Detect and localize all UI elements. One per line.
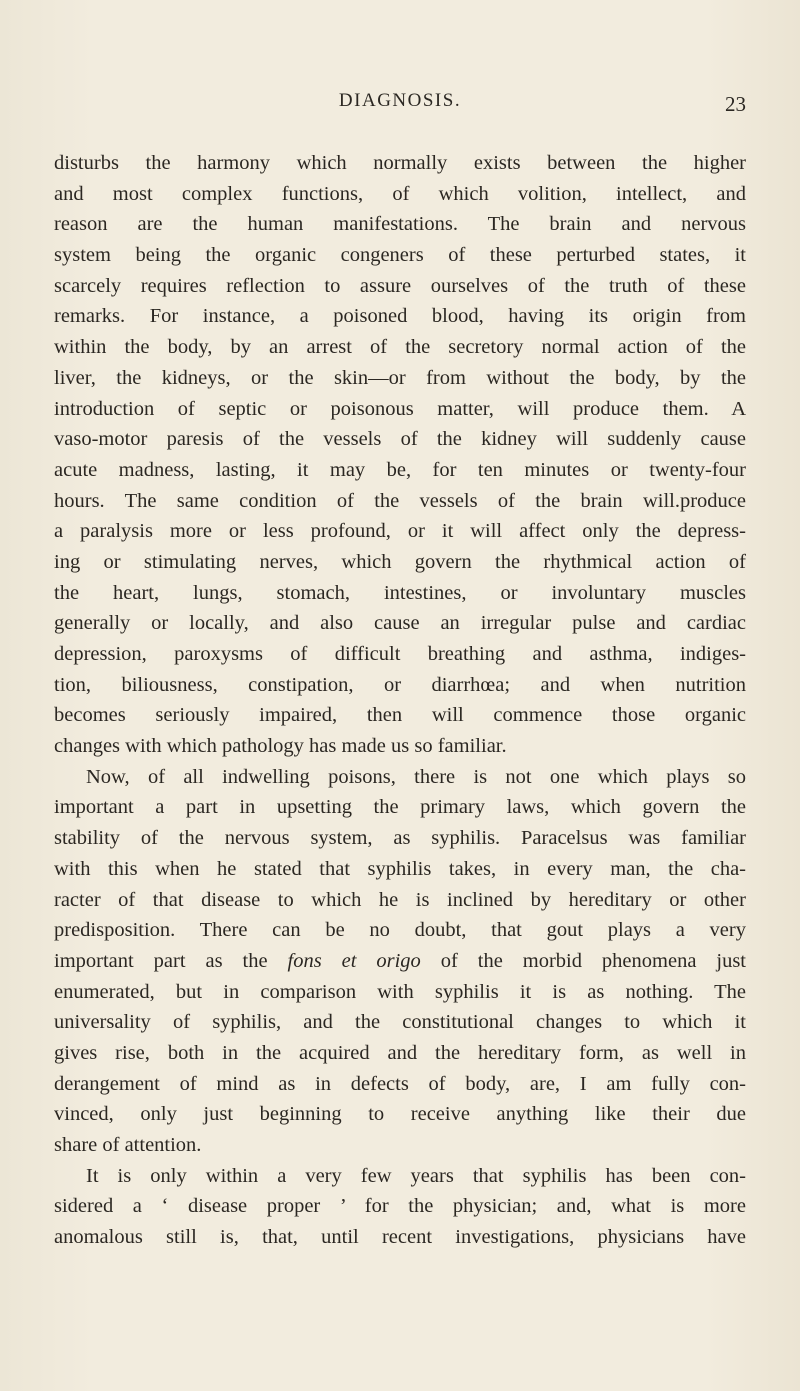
text-line: acute madness, lasting, it may be, for ten minutes or twenty-four — [54, 458, 746, 481]
text-line: the heart, lungs, stomach, intestines, or involuntary muscles — [54, 581, 746, 604]
text-line: liver, the kidneys, or the skin—or from without the body, by the — [54, 366, 746, 389]
running-title: DIAGNOSIS. — [338, 90, 462, 111]
text-line: remarks. For instance, a poisoned blood, having its origin from — [54, 305, 746, 328]
page-number: 23 — [725, 92, 746, 116]
text-line: within the body, by an arrest of the secretory normal action of the — [54, 336, 746, 359]
text-line: important a part in upsetting the primary laws, which govern the — [54, 796, 746, 819]
text-line: changes with which pathology has made us so familiar. — [54, 735, 507, 758]
text-line: and most complex functions, of which volition, intellect, and — [54, 182, 746, 205]
text-line: sidered a ‘ disease proper ’ for the physician; and, what is more — [54, 1195, 746, 1218]
text-line: introduction of septic or poisonous matter, will produce them. A — [54, 397, 746, 420]
text-line: tion, biliousness, constipation, or diarrhœa; and when nutrition — [54, 673, 746, 696]
text-line: scarcely requires reflection to assure ourselves of the truth of these — [54, 274, 746, 297]
italic-line-before: important part as the — [54, 949, 288, 972]
text-line: Now, of all indwelling poisons, there is not one which plays so — [86, 765, 746, 788]
text-line-with-italic — [54, 946, 746, 977]
text-line: predisposition. There can be no doubt, that gout plays a very — [54, 919, 746, 942]
text-line: gives rise, both in the acquired and the hereditary form, as well in — [54, 1041, 746, 1064]
italic-line-after: of the morbid phenomena just — [420, 949, 746, 972]
page-header — [54, 90, 746, 124]
text-line: generally or locally, and also cause an irregular pulse and cardiac — [54, 612, 746, 635]
text-line: ing or stimulating nerves, which govern the rhythmical action of — [54, 550, 746, 573]
text-line: disturbs the harmony which normally exists between the higher — [54, 152, 746, 174]
text-line: vinced, only just beginning to receive anything like their due — [54, 1103, 746, 1126]
text-line: It is only within a very few years that syphilis has been con- — [86, 1164, 746, 1187]
text-line: anomalous still is, that, until recent investigations, physicians have — [54, 1226, 746, 1249]
text-line: reason are the human manifestations. The brain and nervous — [54, 213, 746, 236]
text-line: universality of syphilis, and the constitutional changes to which it — [54, 1011, 746, 1034]
text-line: depression, paroxysms of difficult breathing and asthma, indiges- — [54, 643, 746, 665]
text-line: vaso-motor paresis of the vessels of the kidney will suddenly cause — [54, 428, 746, 451]
body-text — [54, 148, 746, 1253]
text-line: enumerated, but in comparison with syphilis it is as nothing. The — [54, 980, 746, 1003]
text-line: becomes seriously impaired, then will commence those organic — [54, 704, 746, 727]
text-line: a paralysis more or less profound, or it will affect only the depress- — [54, 520, 746, 543]
text-line: stability of the nervous system, as syphilis. Paracelsus was familiar — [54, 827, 746, 850]
italic-phrase: fons et origo — [287, 949, 421, 972]
text-line: derangement of mind as in defects of body, are, I am fully con- — [54, 1072, 746, 1095]
text-line: racter of that disease to which he is inclined by hereditary or other — [54, 888, 746, 911]
text-line: with this when he stated that syphilis takes, in every man, the cha- — [54, 857, 746, 880]
text-line: hours. The same condition of the vessels of the brain will.produce — [54, 489, 746, 512]
text-line: system being the organic congeners of these perturbed states, it — [54, 244, 746, 267]
text-line: share of attention. — [54, 1134, 202, 1156]
